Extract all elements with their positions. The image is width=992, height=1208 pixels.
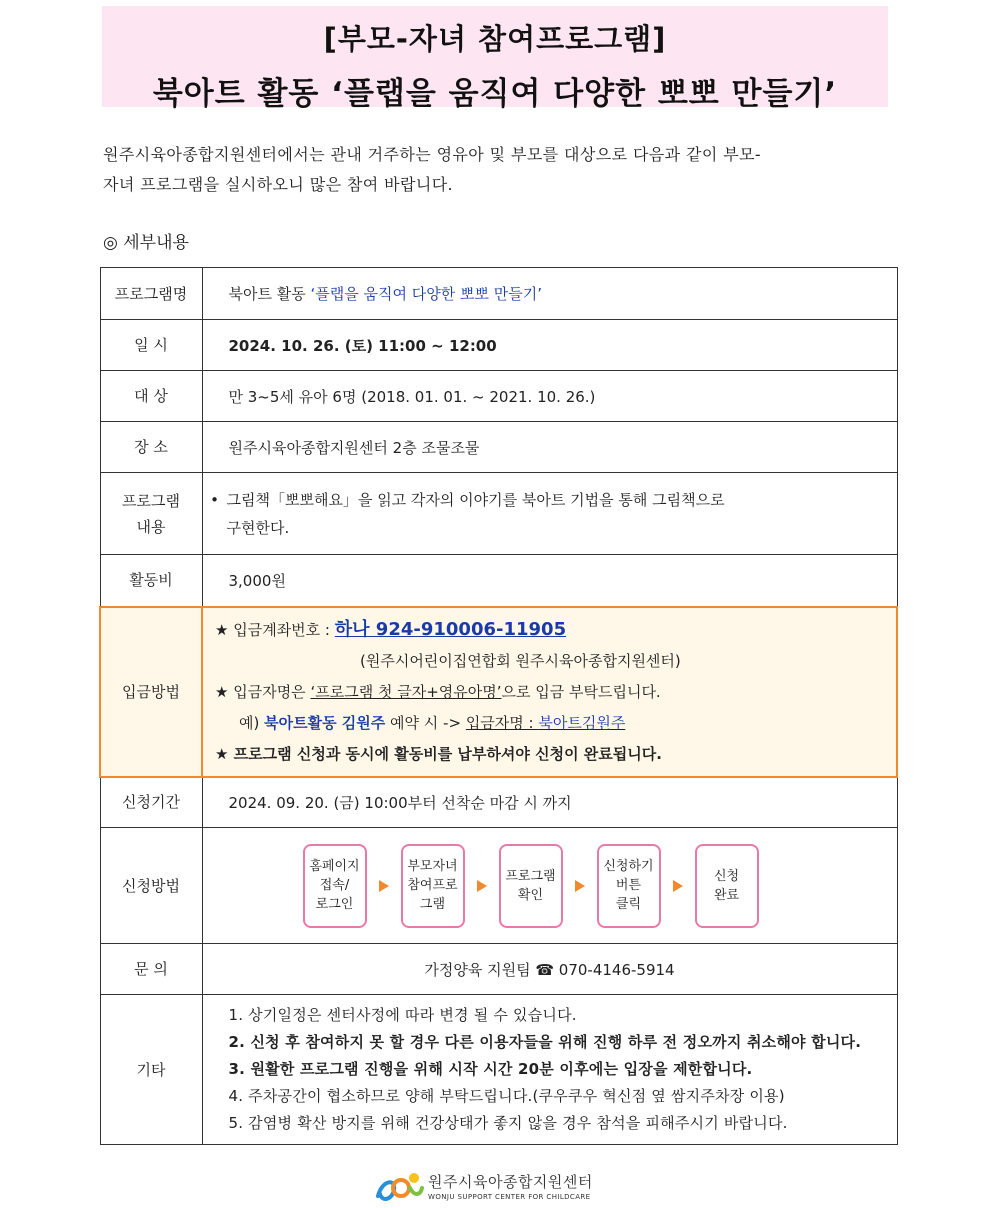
- step-text: 로그인: [315, 897, 354, 912]
- value-program-name: [202, 268, 897, 320]
- footer-logo: [374, 1166, 593, 1206]
- row-place: [100, 422, 897, 473]
- center-logo-icon: [374, 1166, 424, 1206]
- payment-notice: 프로그램 신청과 동시에 활동비를 납부하셔야 신청이 완료됩니다.: [228, 744, 662, 763]
- step-parent-child-program: [401, 844, 465, 928]
- depositor-suffix: 으로 입금 부탁드립니다.: [501, 682, 661, 701]
- program-name-highlight: ‘플랩을 움직여 다양한 뽀뽀 만들기’: [310, 285, 542, 303]
- account-holder: (원주시어린이집연합회 원주시육아종합지원센터): [360, 651, 681, 670]
- row-inquiry: [100, 944, 897, 995]
- label-period: 신청기간: [100, 777, 202, 828]
- step-homepage-login: [303, 844, 367, 928]
- label-inquiry: 문 의: [100, 944, 202, 995]
- label-place: 장 소: [100, 422, 202, 473]
- label-content: [100, 473, 202, 555]
- etc-item: 1. 상기일정은 센터사정에 따라 변경 될 수 있습니다.: [228, 1006, 577, 1024]
- example-program: 북아트활동 김원주: [264, 713, 386, 732]
- label-method: 신청방법: [100, 828, 202, 944]
- row-target: [100, 371, 897, 422]
- value-etc: [202, 995, 897, 1145]
- star-icon: ★: [215, 744, 229, 763]
- payment-account-line: [215, 614, 896, 646]
- footer-name-kr: 원주시육아종합지원센터: [428, 1173, 593, 1191]
- payment-depositor-line: [215, 677, 896, 708]
- label-program-name: 프로그램명: [100, 268, 202, 320]
- step-text: 참여프로: [407, 878, 458, 893]
- arrow-right-icon: [673, 880, 683, 892]
- star-icon: ★: [215, 682, 229, 701]
- etc-item: 2. 신청 후 참여하지 못 할 경우 다른 이용자들을 위해 진행 하루 전 정오까지 취소해야 합니다.: [228, 1033, 862, 1051]
- row-datetime: [100, 320, 897, 371]
- step-text: 홈페이지: [309, 859, 360, 874]
- row-payment: [100, 607, 897, 777]
- step-text: 그램: [419, 897, 446, 912]
- label-target: 대 상: [100, 371, 202, 422]
- footer-text: [428, 1171, 593, 1201]
- payment-notice-line: [215, 739, 896, 770]
- step-text: 접속/: [319, 878, 350, 893]
- step-check-program: [499, 844, 563, 928]
- step-text: 신청: [713, 868, 740, 884]
- etc-item: 3. 원활한 프로그램 진행을 위해 시작 시간 20분 이후에는 입장을 제한합니다.: [228, 1060, 753, 1078]
- row-content: [100, 473, 897, 555]
- row-fee: [100, 555, 897, 607]
- intro-line-2: 자녀 프로그램을 실시하오니 많은 참여 바랍니다.: [103, 175, 454, 194]
- intro-paragraph: [103, 140, 888, 200]
- example-name: 북아트김원주: [538, 713, 626, 732]
- value-method: [202, 828, 897, 944]
- title-banner: [102, 6, 888, 112]
- step-text: 프로그램: [505, 868, 556, 884]
- depositor-prefix: 입금자명은: [228, 682, 311, 701]
- step-text: 클릭: [615, 897, 642, 912]
- depositor-rule: ‘프로그램 첫 글자+영유아명’: [310, 682, 502, 701]
- row-etc: [100, 995, 897, 1145]
- content-text: [227, 486, 725, 542]
- arrow-right-icon: [379, 880, 389, 892]
- value-inquiry: [202, 944, 897, 995]
- content-line-2: 구현한다.: [226, 518, 290, 537]
- example-prefix: 예): [239, 713, 265, 732]
- program-name-prefix: 북아트 활동: [228, 285, 311, 303]
- step-complete: [695, 844, 759, 928]
- payment-example-line: [215, 708, 896, 739]
- example-mid: 예약 시 ->: [385, 713, 466, 732]
- content-line-1: 그림책「뽀뽀해요」을 읽고 각자의 이야기를 북아트 기법을 통해 그림책으로: [226, 490, 725, 509]
- value-place: 원주시육아종합지원센터 2층 조물조물: [202, 422, 897, 473]
- footer-name-en: WONJU SUPPORT CENTER FOR CHILDCARE: [428, 1193, 591, 1201]
- value-target: 만 3~5세 유아 6명 (2018. 01. 01. ~ 2021. 10. 26.): [202, 371, 897, 422]
- label-datetime: 일 시: [100, 320, 202, 371]
- step-text: 확인: [517, 887, 544, 903]
- step-click-apply: [597, 844, 661, 928]
- intro-line-1: 원주시육아종합지원센터에서는 관내 거주하는 영유아 및 부모를 대상으로 다음과 같이 부모-: [103, 145, 762, 164]
- label-etc: 기타: [100, 995, 202, 1145]
- arrow-right-icon: [575, 880, 585, 892]
- label-content-line-2: 내용: [136, 517, 166, 536]
- step-text: 버튼: [615, 878, 642, 893]
- application-steps: [203, 844, 897, 928]
- step-text: 완료: [713, 887, 740, 903]
- section-heading: ◎ 세부내용: [103, 233, 189, 253]
- star-icon: ★: [215, 620, 229, 639]
- example-label: [466, 714, 626, 732]
- example-label-text: 입금자명 :: [465, 713, 539, 732]
- details-table: [99, 267, 898, 1145]
- phone-icon: ☎: [535, 960, 555, 979]
- value-content: [202, 473, 897, 555]
- row-program-name: [100, 268, 897, 320]
- label-payment: 입금방법: [100, 607, 202, 777]
- value-datetime: 2024. 10. 26. (토) 11:00 ~ 12:00: [202, 320, 897, 371]
- row-method: [100, 828, 897, 944]
- content-bullet-item: [203, 486, 897, 542]
- title-line-2: 북아트 활동 ‘플랩을 움직여 다양한 뽀뽀 만들기’: [152, 76, 838, 112]
- value-payment: [202, 607, 897, 777]
- label-content-line-1: 프로그램: [122, 491, 180, 510]
- account-label: 입금계좌번호 :: [228, 620, 335, 639]
- title-line-1: [부모-자녀 참여프로그램]: [323, 22, 667, 56]
- step-text: 부모자녀: [407, 859, 458, 874]
- value-period: 2024. 09. 20. (금) 10:00부터 선착순 마감 시 까지: [202, 777, 897, 828]
- inquiry-phone: 070-4146-5914: [554, 960, 675, 979]
- etc-item: 5. 감염병 확산 방지를 위해 건강상태가 좋지 않을 경우 참석을 피해주시기 바랍니다.: [228, 1114, 788, 1132]
- step-text: 신청하기: [603, 859, 654, 874]
- row-period: [100, 777, 897, 828]
- inquiry-team: 가정양육 지원팀: [424, 960, 536, 979]
- arrow-right-icon: [477, 880, 487, 892]
- account-number: 하나 924-910006-11905: [334, 618, 567, 640]
- label-fee: 활동비: [100, 555, 202, 607]
- etc-item: 4. 주차공간이 협소하므로 양해 부탁드립니다.(쿠우쿠우 혁신점 옆 쌈지주차장 이용): [228, 1087, 785, 1105]
- bullet-dot-icon: •: [210, 490, 219, 509]
- value-fee: 3,000원: [202, 555, 897, 607]
